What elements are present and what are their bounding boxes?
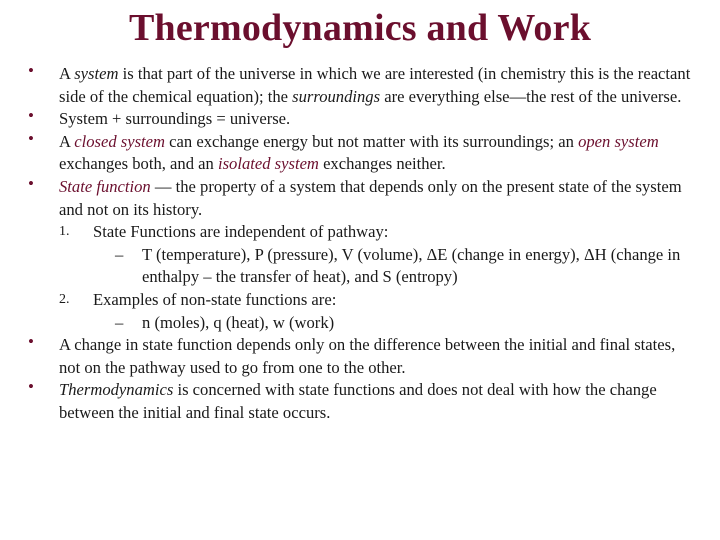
- text: exchanges both, and an: [59, 154, 218, 174]
- item-number: 2.: [59, 291, 70, 307]
- bullet-system-definition: [28, 63, 696, 108]
- term-system: system: [74, 64, 119, 83]
- slide-content: [28, 63, 696, 425]
- text: is concerned with state functions and does not deal with how the change between the initial and final state occurs.: [59, 380, 657, 422]
- text: State Functions are independent of pathway:: [93, 222, 389, 242]
- bullet-universe: [28, 108, 696, 131]
- term-isolated-system: isolated system: [217, 154, 319, 174]
- term-state-function: State function: [59, 176, 151, 196]
- text: A: [59, 64, 75, 83]
- bullet-marker: •: [28, 377, 34, 397]
- bullet-system-types: [28, 128, 696, 176]
- text: exchanges neither.: [318, 154, 446, 174]
- bullet-marker: •: [28, 128, 34, 148]
- dash-marker: –: [115, 244, 124, 264]
- text: A: [59, 131, 75, 151]
- numbered-item-1: [28, 221, 696, 244]
- bullet-marker: •: [28, 106, 34, 126]
- bullet-state-function: [28, 173, 696, 221]
- text: n (moles), q (heat), w (work): [142, 312, 335, 332]
- text: are everything else—the rest of the universe.: [380, 86, 682, 106]
- text: — the property of a system that depends only on the present state of the system and not on its history.: [59, 176, 682, 219]
- numbered-item-2: [28, 289, 696, 312]
- dash-item-state-functions-list: [28, 244, 696, 289]
- dash-marker: –: [115, 312, 124, 332]
- slide-title: Thermodynamics and Work: [128, 7, 592, 49]
- term-open-system: open system: [578, 131, 659, 151]
- term-thermodynamics: Thermodynamics: [59, 380, 174, 400]
- bullet-marker: •: [28, 61, 34, 80]
- bullet-marker: •: [28, 173, 34, 193]
- text: Examples of non-state functions are:: [93, 289, 337, 309]
- text: can exchange energy but not matter with its surroundings; an: [165, 131, 579, 151]
- bullet-thermodynamics: [28, 379, 696, 424]
- text: T (temperature), P (pressure), V (volume), ΔE (change in energy), ΔH (change in enthalpy – the transfer of heat), and S (entropy): [142, 244, 681, 287]
- text: is that part of the universe in which we are interested (in chemistry this is the reactant side of the chemical equation); the: [59, 64, 691, 106]
- term-closed-system: closed system: [74, 131, 165, 151]
- item-number: 1.: [59, 224, 70, 240]
- text: System + surroundings = universe.: [59, 109, 291, 129]
- bullet-state-change: [28, 334, 696, 379]
- bullet-marker: •: [28, 332, 34, 352]
- text: A change in state function depends only on the difference between the initial and final states, not on the pathway used to go from one to the other.: [59, 335, 676, 377]
- term-surroundings: surroundings: [292, 86, 381, 106]
- dash-item-non-state-functions-list: [28, 312, 696, 335]
